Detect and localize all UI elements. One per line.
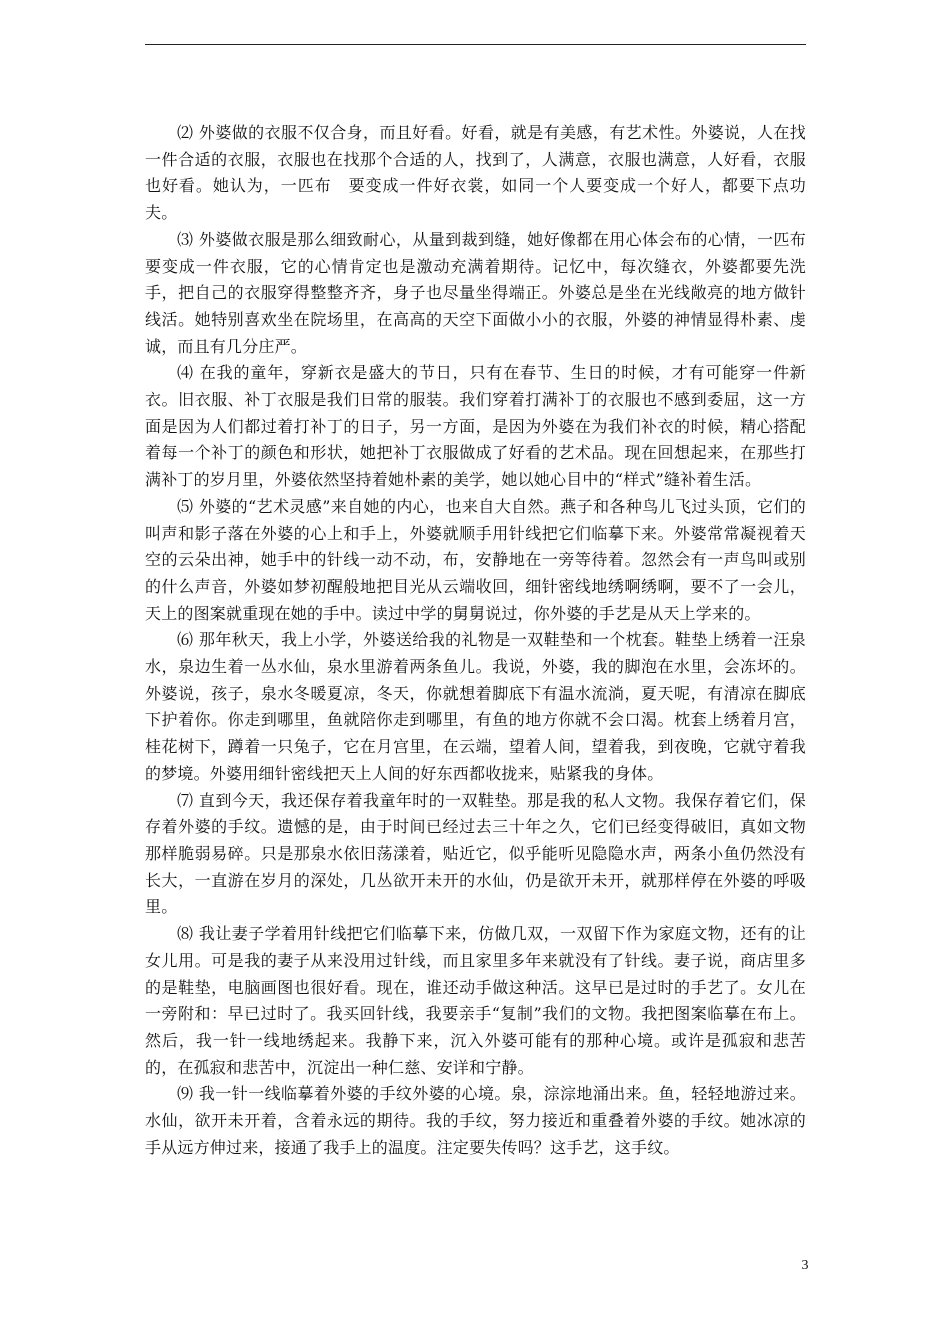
paragraph-2: ⑵ 外婆做的衣服不仅合身，而且好看。好看，就是有美感，有艺术性。外婆说，人在找一件合适的衣服，衣服也在找那个合适的人，找到了，人满意，衣服也满意，人好看，衣服也好看。她认为，一匹布 要变成一件好衣裳，如同一个人要变成一个好人，都要下点功夫。 (145, 123, 806, 223)
paragraph-9: ⑼ 我一针一线临摹着外婆的手纹外婆的心境。泉，淙淙地涌出来。鱼，轻轻地游过来。水仙，欲开未开着，含着永远的期待。我的手纹，努力接近和重叠着外婆的手纹。她冰凉的手从远方伸过来，接通了我手上的温度。注定要失传吗？这手艺，这手纹。 (145, 1084, 806, 1157)
document-body (145, 120, 806, 1161)
paragraph-6: ⑹ 那年秋天，我上小学，外婆送给我的礼物是一双鞋垫和一个枕套。鞋垫上绣着一汪泉水，泉边生着一丛水仙，泉水里游着两条鱼儿。我说，外婆，我的脚泡在水里，会冻坏的。外婆说，孩子，泉水冬暖夏凉，冬天，你就想着脚底下有温水流淌，夏天呢，有清凉在脚底下护着你。你走到哪里，鱼就陪你走到哪里，有鱼的地方你就不会口渴。枕套上绣着月宫，桂花树下，蹲着一只兔子，它在月宫里，在云端，望着人间，望着我，到夜晚，它就守着我的梦境。外婆用细针密线把天上人间的好东西都收拢来，贴紧我的身体。 (145, 630, 806, 783)
paragraph-4: ⑷ 在我的童年，穿新衣是盛大的节日，只有在春节、生日的时候，才有可能穿一件新衣。旧衣服、补丁衣服是我们日常的服装。我们穿着打满补丁的衣服也不感到委屈，这一方面是因为人们都过着打补丁的日子，另一方面，是因为外婆在为我们补衣的时候，精心搭配着每一个补丁的颜色和形状，她把补丁衣服做成了好看的艺术品。现在回想起来，在那些打满补丁的岁月里，外婆依然坚持着她朴素的美学，她以她心目中的“样式”缝补着生活。 (145, 363, 806, 490)
page-number: 3 (801, 1258, 809, 1273)
paragraph-3: ⑶ 外婆做衣服是那么细致耐心，从量到裁到缝，她好像都在用心体会布的心情，一匹布要变成一件衣服，它的心情肯定也是激动充满着期待。记忆中，每次缝衣，外婆都要先洗手，把自己的衣服穿得整整齐齐，身子也尽量坐得端正。外婆总是坐在光线敞亮的地方做针线活。她特别喜欢坐在院场里，在高高的天空下面做小小的衣服，外婆的神情显得朴素、虔诚，而且有几分庄严。 (145, 229, 806, 356)
paragraph-8: ⑻ 我让妻子学着用针线把它们临摹下来，仿做几双，一双留下作为家庭文物，还有的让女儿用。可是我的妻子从来没用过针线，而且家里多年来就没有了针线。妻子说，商店里多的是鞋垫，电脑画图也很好看。现在，谁还动手做这种活。这早已是过时的手艺了。女儿在一旁附和：早已过时了。我买回针线，我要亲手“复制”我们的文物。我把图案临摹在布上。然后，我一针一线地绣起来。我静下来，沉入外婆可能有的那种心境。或许是孤寂和悲苦的，在孤寂和悲苦中，沉淀出一种仁慈、安详和宁静。 (145, 924, 806, 1077)
paragraph-7: ⑺ 直到今天，我还保存着我童年时的一双鞋垫。那是我的私人文物。我保存着它们，保存着外婆的手纹。遗憾的是，由于时间已经过去三十年之久，它们已经变得破旧，真如文物那样脆弱易碎。只是那泉水依旧荡漾着，贴近它，似乎能听见隐隐水声，两条小鱼仍然没有长大，一直游在岁月的深处，几丛欲开未开的水仙，仍是欲开未开，就那样停在外婆的呼吸里。 (145, 790, 806, 917)
paragraph-5: ⑸ 外婆的“艺术灵感”来自她的内心，也来自大自然。燕子和各种鸟儿飞过头顶，它们的叫声和影子落在外婆的心上和手上，外婆就顺手用针线把它们临摹下来。外婆常常凝视着天空的云朵出神，她手中的针线一动不动，布，安静地在一旁等待着。忽然会有一声鸟叫或别的什么声音，外婆如梦初醒般地把目光从云端收回，细针密线地绣啊绣啊，要不了一会儿，天上的图案就重现在她的手中。读过中学的舅舅说过，你外婆的手艺是从天上学来的。 (145, 496, 806, 623)
header-rule (145, 44, 806, 45)
